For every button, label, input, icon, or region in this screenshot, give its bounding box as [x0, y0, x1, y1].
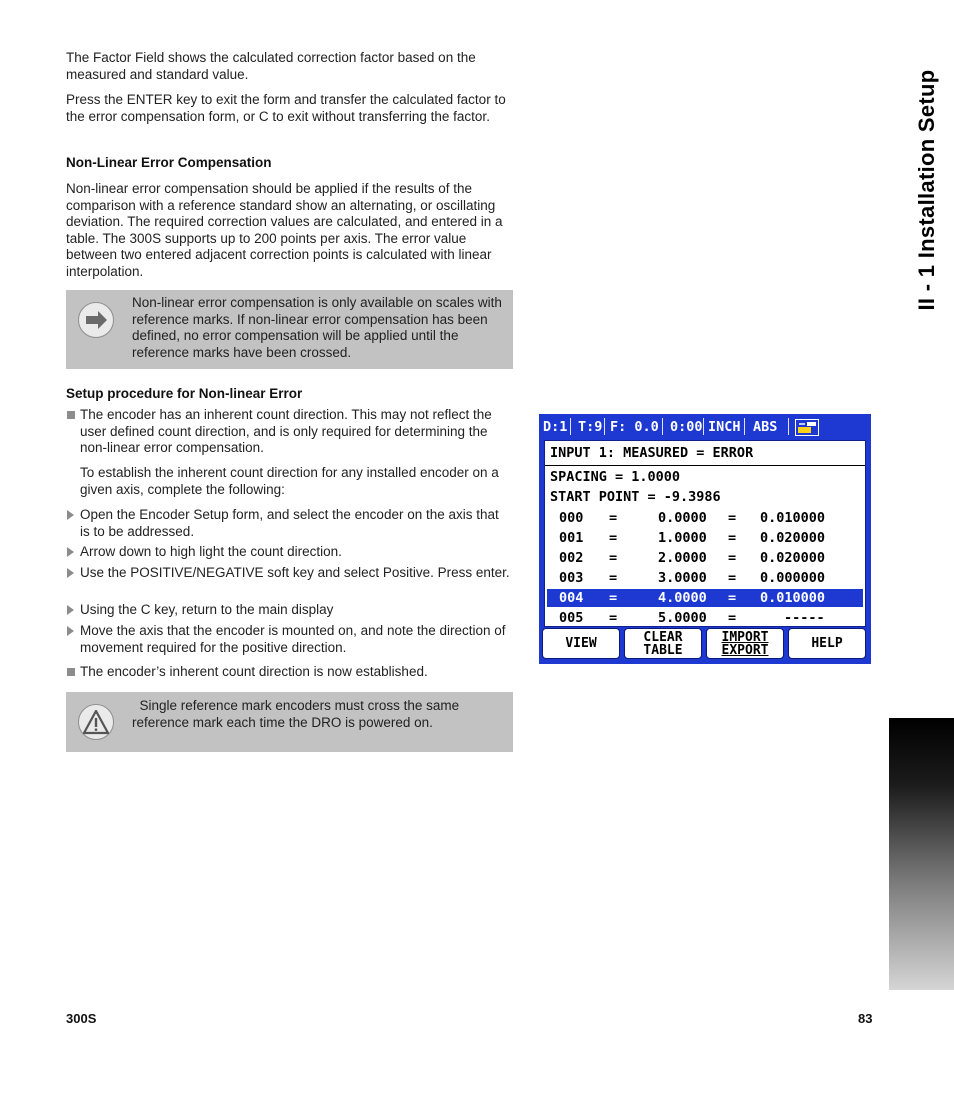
info-note-text: Non-linear error compensation is only available on scales with reference marks. If non-linear error compensation has been defined, no error compensation will be applied until the reference marks have been crossed.: [132, 295, 502, 360]
status-unit: INCH: [708, 419, 741, 435]
section-title: [910, 50, 944, 330]
dro-screen: [539, 414, 871, 664]
status-tool: T:9: [578, 419, 603, 435]
procedure-intro: The encoder has an inherent count direction. This may not reflect the user defined count direction, and is only required for determining the non-linear error compensation.: [80, 407, 512, 457]
procedure-step-1: Open the Encoder Setup form, and select the encoder on the axis that is to be addressed.: [80, 507, 512, 540]
table-row[interactable]: 000 = 0.0000 = 0.010000: [559, 510, 826, 526]
view-softkey[interactable]: VIEW: [542, 628, 620, 659]
warning-note-text: [132, 698, 502, 731]
table-row[interactable]: 003 = 3.0000 = 0.000000: [559, 570, 826, 586]
procedure-step-3: Use the POSITIVE/NEGATIVE soft key and select Positive. Press enter.: [80, 565, 512, 582]
warning-triangle-icon: [78, 704, 114, 740]
clear-table-softkey[interactable]: CLEAR TABLE: [624, 628, 702, 659]
procedure-intro2: To establish the inherent count direction for any installed encoder on a given axis, complete the following:: [80, 465, 499, 497]
table-row-selected[interactable]: 004 = 4.0000 = 0.010000: [547, 589, 863, 607]
chapter-tab: [889, 718, 954, 990]
table-row[interactable]: 002 = 2.0000 = 0.020000: [559, 550, 826, 566]
arrow-right-icon: [78, 302, 114, 338]
status-datum: D:1: [543, 419, 568, 435]
help-softkey[interactable]: HELP: [788, 628, 866, 659]
warning-note-content: Single reference mark encoders must cross the same reference mark each time the DRO is powered on.: [132, 698, 460, 730]
error-table-form: [544, 440, 866, 627]
factor-field-paragraph: The Factor Field shows the calculated correction factor based on the measured and standard value.: [66, 50, 476, 82]
nonlinear-paragraph: Non-linear error compensation should be applied if the results of the comparison with a reference standard show an alternating, or oscillating deviation. The required correction values are calculated, and entered in a table. The 300S supports up to 200 points per axis. The error value between two entered adjacent correction points is calculated with linear interpolation.: [66, 181, 503, 279]
heading-nonlinear: Non-Linear Error Compensation: [66, 155, 272, 170]
start-point-field[interactable]: START POINT = -9.3986: [550, 489, 721, 505]
procedure-step-5: Move the axis that the encoder is mounted on, and note the direction of movement required for the positive direction.: [80, 623, 512, 656]
status-timer: 0:00: [670, 419, 703, 435]
status-feedrate: F: 0.0: [610, 419, 659, 435]
procedure-step-2: Arrow down to high light the count direction.: [80, 544, 512, 561]
status-mode: ABS: [753, 419, 778, 435]
section-title-text: II - 1 Installation Setup: [914, 69, 939, 311]
import-export-softkey[interactable]: IMPORT EXPORT: [706, 628, 784, 659]
press-enter-paragraph: Press the ENTER key to exit the form and transfer the calculated factor to the error compensation form, or C to exit without transferring the factor.: [66, 92, 506, 124]
warning-note: [66, 692, 513, 752]
procedure-conclusion: The encoder’s inherent count direction is now established.: [80, 664, 512, 681]
spacing-field[interactable]: SPACING = 1.0000: [550, 469, 681, 485]
table-row[interactable]: 001 = 1.0000 = 0.020000: [559, 530, 826, 546]
heading-setup-procedure: Setup procedure for Non-linear Error: [66, 386, 303, 401]
footer-page-number: 83: [858, 1011, 873, 1026]
procedure-step-4: Using the C key, return to the main display: [80, 602, 512, 619]
footer-model: 300S: [66, 1011, 97, 1026]
form-title: INPUT 1: MEASURED = ERROR: [550, 445, 754, 461]
info-note: [66, 290, 513, 369]
table-row[interactable]: 005 = 5.0000 = -----: [559, 610, 825, 626]
status-bar: [539, 414, 871, 440]
tool-icon: [795, 419, 819, 436]
